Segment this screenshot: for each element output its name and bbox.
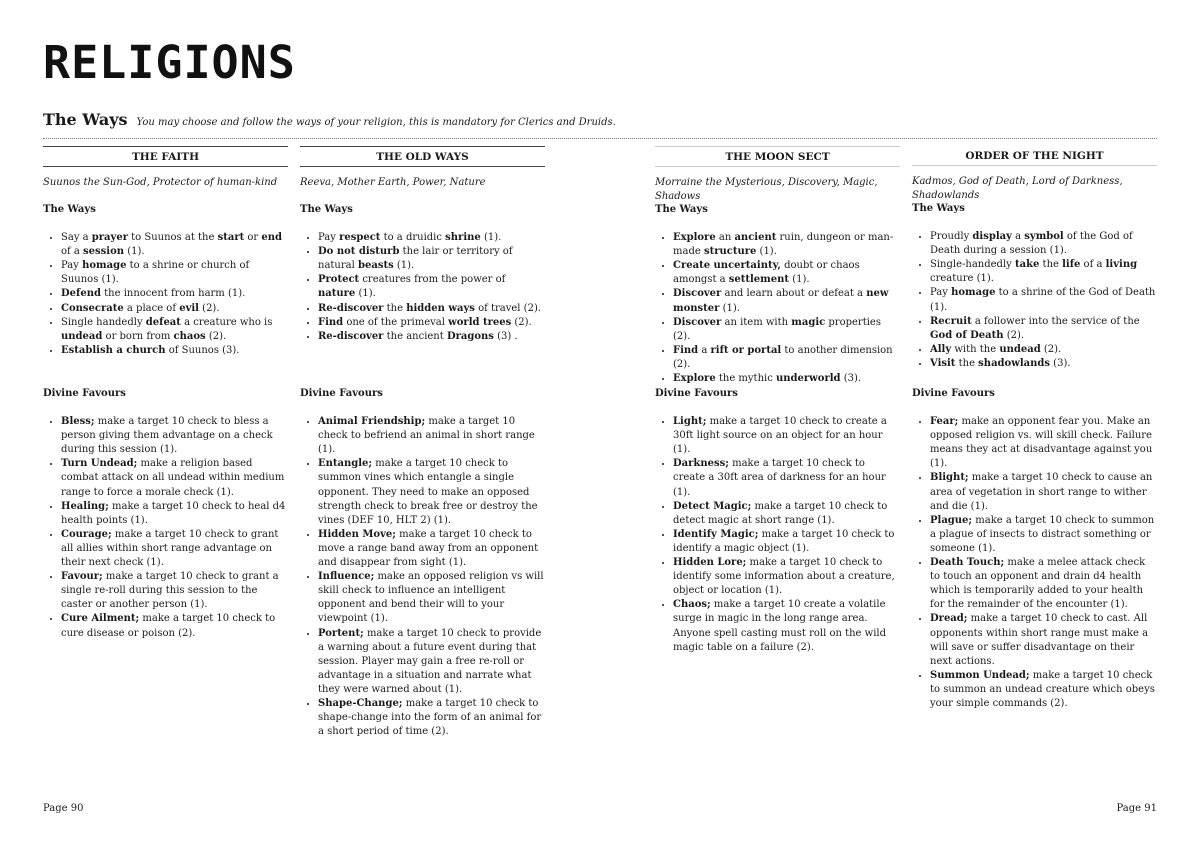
religion-column-order-of-night: [912, 146, 1157, 709]
favours-subheading: Divine Favours: [655, 388, 738, 399]
list-item: • Blight; make a target 10 check to cause an area of vegetation in short range to wither and die (1).: [930, 471, 1157, 513]
deity-line: Morraine the Mysterious, Discovery, Magic, Shadows: [655, 177, 878, 203]
deity-line: Suunos the Sun-God, Protector of human-kind: [43, 177, 278, 188]
list-item: • Pay homage to a shrine of the God of Death (1).: [930, 286, 1157, 314]
list-item: • Light; make a target 10 check to create a 30ft light source on an object for an hour (1).: [673, 415, 900, 457]
page-title: RELIGIONS: [43, 36, 296, 89]
list-item: • Proudly display a symbol of the God of Death during a session (1).: [930, 230, 1157, 258]
list-item: • Find one of the primeval world trees (2).: [318, 316, 545, 330]
ways-intro: You may choose and follow the ways of your religion, this is mandatory for Clerics and Druids.: [136, 117, 616, 128]
list-item: • Favour; make a target 10 check to grant a single re-roll during this session to the caster or another person (1).: [61, 570, 288, 612]
ways-list: [655, 231, 900, 386]
list-item: • Consecrate a place of evil (2).: [61, 302, 288, 316]
list-item: • Turn Undead; make a religion based combat attack on all undead within medium range to force a morale check (1).: [61, 457, 288, 499]
list-item: • Explore an ancient ruin, dungeon or man-made structure (1).: [673, 231, 900, 259]
page-number-right: Page 91: [1116, 803, 1157, 814]
list-item: • Cure Ailment; make a target 10 check to cure disease or poison (2).: [61, 612, 288, 640]
column-heading: ORDER OF THE NIGHT: [912, 146, 1157, 166]
list-item: • Identify Magic; make a target 10 check to identify a magic object (1).: [673, 528, 900, 556]
column-heading: THE FAITH: [43, 146, 288, 167]
list-item: • Recruit a follower into the service of the God of Death (2).: [930, 315, 1157, 343]
list-item: • Entangle; make a target 10 check to summon vines which entangle a single opponent. They need to make an opposed strength check to break free or destroy the vines (DEF 10, HLT 2) (1).: [318, 457, 545, 527]
list-item: • Pay respect to a druidic shrine (1).: [318, 231, 545, 245]
list-item: • Animal Friendship; make a target 10 check to befriend an animal in short range (1).: [318, 415, 545, 457]
list-item: • Dread; make a target 10 check to cast. All opponents within short range must make a will save or suffer disadvantage on their next actions.: [930, 612, 1157, 668]
ways-list: [300, 231, 545, 344]
favours-list: [912, 415, 1157, 711]
favours-list: [300, 415, 545, 739]
religion-column-faith: [43, 146, 288, 639]
ways-heading: The Ways: [43, 110, 128, 129]
list-item: • Re-discover the hidden ways of travel (2).: [318, 302, 545, 316]
list-item: • Influence; make an opposed religion vs will skill check to influence an intelligent opponent and bend their will to your viewpoint (1).: [318, 570, 545, 626]
favours-subheading: Divine Favours: [300, 388, 383, 399]
ways-subheading: The Ways: [655, 204, 708, 215]
list-item: • Discover an item with magic properties (2).: [673, 316, 900, 344]
list-item: • Visit the shadowlands (3).: [930, 357, 1157, 371]
list-item: • Find a rift or portal to another dimension (2).: [673, 344, 900, 372]
list-item: • Hidden Lore; make a target 10 check to identify some information about a creature, object or location (1).: [673, 556, 900, 598]
ways-subheading: The Ways: [300, 204, 353, 215]
list-item: • Bless; make a target 10 check to bless a person giving them advantage on a check during this session (1).: [61, 415, 288, 457]
list-item: • Protect creatures from the power of nature (1).: [318, 273, 545, 301]
list-item: • Create uncertainty, doubt or chaos amongst a settlement (1).: [673, 259, 900, 287]
ways-list: [912, 230, 1157, 371]
list-item: • Darkness; make a target 10 check to create a 30ft area of darkness for an hour (1).: [673, 457, 900, 499]
list-item: • Shape-Change; make a target 10 check to shape-change into the form of an animal for a short period of time (2).: [318, 697, 545, 739]
list-item: • Single-handedly take the life of a living creature (1).: [930, 258, 1157, 286]
list-item: • Pay homage to a shrine or church of Suunos (1).: [61, 259, 288, 287]
religion-column-moon-sect: [655, 146, 900, 653]
list-item: • Plague; make a target 10 check to summon a plague of insects to distract something or someone (1).: [930, 514, 1157, 556]
favours-list: [43, 415, 288, 641]
column-heading: THE OLD WAYS: [300, 146, 545, 167]
favours-list: [655, 415, 900, 655]
list-item: • Healing; make a target 10 check to heal d4 health points (1).: [61, 500, 288, 528]
favours-subheading: Divine Favours: [912, 388, 995, 399]
list-item: • Establish a church of Suunos (3).: [61, 344, 288, 358]
ways-heading-line: [43, 110, 616, 129]
list-item: • Defend the innocent from harm (1).: [61, 287, 288, 301]
ways-list: [43, 231, 288, 358]
list-item: • Summon Undead; make a target 10 check to summon an undead creature which obeys your simple commands (2).: [930, 669, 1157, 711]
list-item: • Explore the mythic underworld (3).: [673, 372, 900, 386]
dotted-divider: [43, 138, 1157, 139]
list-item: • Say a prayer to Suunos at the start or end of a session (1).: [61, 231, 288, 259]
list-item: • Single handedly defeat a creature who is undead or born from chaos (2).: [61, 316, 288, 344]
list-item: • Chaos; make a target 10 create a volatile surge in magic in the long range area. Anyone spell casting must roll on the wild magic table on a failure (2).: [673, 598, 900, 654]
list-item: • Detect Magic; make a target 10 check to detect magic at short range (1).: [673, 500, 900, 528]
list-item: • Discover and learn about or defeat a new monster (1).: [673, 287, 900, 315]
list-item: • Re-discover the ancient Dragons (3) .: [318, 330, 545, 344]
page-number-left: Page 90: [43, 803, 84, 814]
list-item: • Ally with the undead (2).: [930, 343, 1157, 357]
list-item: • Fear; make an opponent fear you. Make an opposed religion vs. will skill check. Failure means they act at disadvantage against you (1).: [930, 415, 1157, 471]
list-item: • Portent; make a target 10 check to provide a warning about a future event during that session. Player may gain a free re-roll or advantage in a situation and narrate what they were warned about (1).: [318, 627, 545, 697]
list-item: • Do not disturb the lair or territory of natural beasts (1).: [318, 245, 545, 273]
deity-line: Kadmos, God of Death, Lord of Darkness, Shadowlands: [912, 176, 1123, 202]
list-item: • Courage; make a target 10 check to grant all allies within short range advantage on their next check (1).: [61, 528, 288, 570]
deity-line: Reeva, Mother Earth, Power, Nature: [300, 177, 486, 188]
religion-column-old-ways: [300, 146, 545, 738]
list-item: • Hidden Move; make a target 10 check to move a range band away from an opponent and disappear from sight (1).: [318, 528, 545, 570]
ways-subheading: The Ways: [912, 203, 965, 214]
column-heading: THE MOON SECT: [655, 146, 900, 167]
favours-subheading: Divine Favours: [43, 388, 126, 399]
ways-subheading: The Ways: [43, 204, 96, 215]
list-item: • Death Touch; make a melee attack check to touch an opponent and drain d4 health which is temporarily added to your health for the remainder of the encounter (1).: [930, 556, 1157, 612]
